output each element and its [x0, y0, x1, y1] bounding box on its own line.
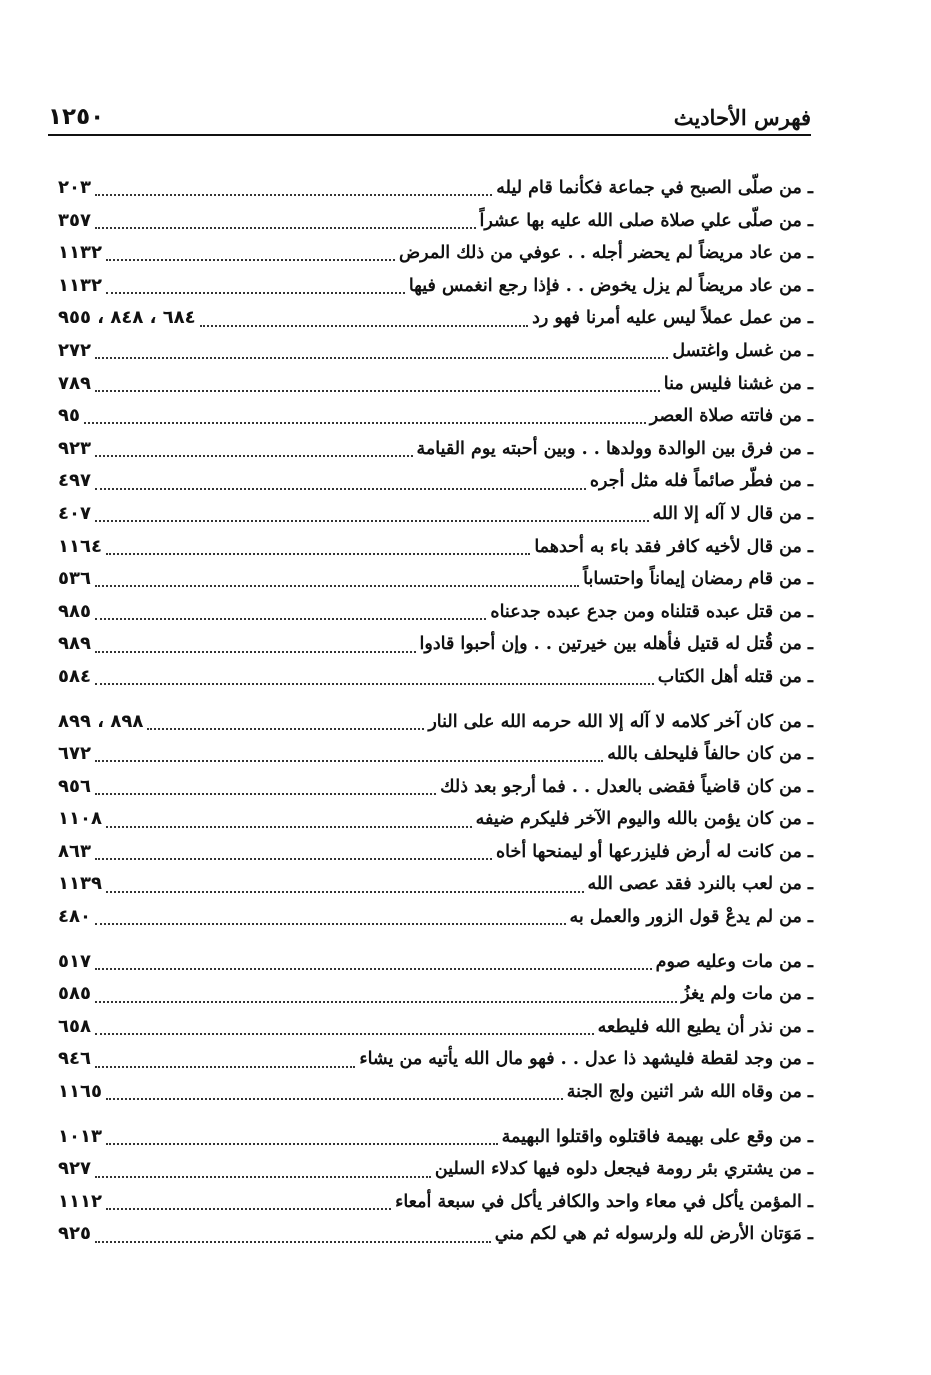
index-entry: [58, 628, 813, 661]
index-entry: [58, 1121, 813, 1154]
hadith-text: من مات ولم يغزُ: [681, 984, 802, 1005]
section-title: فهرس الأحاديث: [673, 105, 811, 130]
hadith-text: من صلّى علي صلاة صلى الله عليه بها عشراً: [479, 210, 802, 231]
hadith-text: من وقع على بهيمة فاقتلوه واقتلوا البهيمة: [501, 1126, 802, 1147]
entry-dash: ـ: [807, 1159, 813, 1180]
entry-dash: ـ: [807, 471, 813, 492]
hadith-text: من قام رمضان إيماناً واحتساباً: [583, 569, 802, 590]
hadith-text: من نذر أن يطيع الله فليطعه: [597, 1016, 802, 1037]
dot-leader: [95, 1176, 431, 1178]
entry-dash: ـ: [807, 308, 813, 329]
hadith-text: من عمل عملاً ليس عليه أمرنا فهو رد: [532, 308, 802, 329]
page-reference: ١١٦٤: [58, 535, 102, 557]
entry-dash: ـ: [807, 406, 813, 427]
entry-dash: ـ: [807, 243, 813, 264]
page-reference: ٥٨٤: [58, 665, 91, 687]
page-reference: ١١٣٢: [58, 274, 102, 296]
hadith-text: المؤمن يأكل في معاء واحد والكافر يأكل في سبعة أمعاء: [395, 1191, 802, 1212]
entry-dash: ـ: [807, 951, 813, 972]
page-reference: ٦٨٤ ، ٨٤٨ ، ٩٥٥: [58, 307, 196, 329]
page-reference: ١٠١٣: [58, 1125, 102, 1147]
entry-dash: ـ: [807, 178, 813, 198]
hadith-text: من قُتل له قتيل فأهله بين خيرتين . . وإن أحبوا قادوا: [419, 634, 802, 655]
page-reference: ٩٢٧: [58, 1158, 91, 1180]
index-entry: [58, 368, 813, 401]
entry-dash: ـ: [807, 907, 813, 928]
hadith-text: من قتل عبده قتلناه ومن جدع عبده جدعناه: [490, 601, 802, 622]
entry-dash: ـ: [807, 1082, 813, 1103]
dot-leader: [95, 455, 413, 457]
dot-leader: [106, 1208, 391, 1210]
hadith-text: من لم يدعْ قول الزور والعمل به: [569, 907, 802, 928]
dot-leader: [95, 923, 566, 925]
hadith-text: من يشتري بئر رومة فيجعل دلوه فيها كدلاء السلين: [434, 1159, 802, 1180]
index-entry: [58, 836, 813, 869]
index-entry: [58, 1076, 813, 1109]
page-reference: ٢٠٣: [58, 177, 91, 198]
index-entry: [58, 596, 813, 629]
page-reference: ٩٥٦: [58, 775, 91, 797]
index-entry: [58, 1186, 813, 1219]
page-reference: ٩٤٦: [58, 1048, 91, 1070]
page-reference: ٦٥٨: [58, 1015, 91, 1037]
index-entry: [58, 335, 813, 368]
entry-dash: ـ: [807, 809, 813, 830]
page-reference: ١١٦٥: [58, 1081, 102, 1103]
hadith-text: من غسل واغتسل: [672, 340, 802, 361]
entry-dash: ـ: [807, 210, 813, 231]
entry-dash: ـ: [807, 601, 813, 622]
entry-dash: ـ: [807, 1191, 813, 1212]
index-entry: [58, 465, 813, 498]
index-entry: [58, 498, 813, 531]
dot-leader: [95, 390, 660, 392]
index-entry: [58, 302, 813, 335]
dot-leader: [106, 553, 530, 555]
entry-dash: ـ: [807, 1016, 813, 1037]
index-entry: [58, 563, 813, 596]
page-reference: ٥١٧: [58, 950, 91, 972]
dot-leader: [95, 1066, 355, 1068]
page-reference: ٤٩٧: [58, 470, 91, 492]
page-reference: ٩٨٩: [58, 633, 91, 655]
entry-dash: ـ: [807, 536, 813, 557]
hadith-text: من لعب بالنرد فقد عصى الله: [587, 874, 802, 895]
page-reference: ٤٨٠: [58, 906, 91, 928]
entry-dash: ـ: [807, 984, 813, 1005]
page-reference: ٧٨٩: [58, 372, 91, 394]
dot-leader: [95, 1033, 594, 1035]
dot-leader: [95, 585, 579, 587]
entry-dash: ـ: [807, 340, 813, 361]
dot-leader: [84, 422, 646, 424]
entry-dash: ـ: [807, 275, 813, 296]
index-entry: [58, 946, 813, 979]
page-reference: ١١٠٨: [58, 808, 102, 830]
index-entry: [58, 771, 813, 804]
entry-dash: ـ: [807, 841, 813, 862]
hadith-text: من صلّى الصبح في جماعة فكأنما قام ليله: [496, 178, 802, 198]
page-reference: ٥٨٥: [58, 983, 91, 1005]
hadith-text: من غشنا فليس منا: [663, 373, 802, 394]
entry-dash: ـ: [807, 874, 813, 895]
entry-dash: ـ: [807, 744, 813, 765]
entry-dash: ـ: [807, 634, 813, 655]
hadith-text: من وجد لقطة فليشهد ذا عدل . . فهو مال الله يأتيه من يشاء: [359, 1049, 802, 1070]
index-entry: [58, 1218, 813, 1251]
dot-leader: [95, 968, 652, 970]
index-entry: [58, 1043, 813, 1076]
hadith-text: من كان آخر كلامه لا آله إلا الله حرمه الله على النار: [428, 711, 802, 732]
dot-leader: [95, 683, 654, 685]
page-reference: ٢٧٢: [58, 339, 91, 361]
entry-dash: ـ: [807, 776, 813, 797]
dot-leader: [95, 1241, 491, 1243]
index-entry: [58, 901, 813, 934]
page-reference: ٥٣٦: [58, 568, 91, 590]
hadith-text: من فرق بين الوالدة وولدها . . وبين أحبته يوم القيامة: [416, 438, 802, 459]
entry-dash: ـ: [807, 373, 813, 394]
index-entry: [58, 1011, 813, 1044]
page-reference: ١١٣٢: [58, 242, 102, 264]
dot-leader: [200, 325, 528, 327]
dot-leader: [95, 194, 492, 196]
hadith-text: من مات وعليه صوم: [655, 951, 802, 972]
hadith-index-list: [58, 172, 813, 1251]
index-entry: [58, 205, 813, 238]
dot-leader: [95, 488, 586, 490]
index-entry: [58, 803, 813, 836]
dot-leader: [106, 1143, 498, 1145]
index-entry: [58, 706, 813, 739]
dot-leader: [95, 858, 492, 860]
dot-leader: [95, 651, 416, 653]
entry-dash: ـ: [807, 666, 813, 687]
page-number: ١٢٥٠: [48, 104, 105, 130]
hadith-text: من كان يؤمن بالله واليوم الآخر فليكرم ضيفه: [475, 809, 802, 830]
entry-dash: ـ: [807, 569, 813, 590]
dot-leader: [95, 760, 603, 762]
dot-leader: [95, 1001, 677, 1003]
hadith-text: من فاتته صلاة العصر: [649, 406, 802, 427]
entry-dash: ـ: [807, 1224, 813, 1245]
hadith-text: من وقاه الله شر اثنين ولج الجنة: [566, 1082, 802, 1103]
hadith-text: مَوَتان الأرض لله ولرسوله ثم هي لكم مني: [494, 1224, 802, 1245]
index-entry: [58, 661, 813, 694]
hadith-text: من قال لا آله إلا الله: [652, 503, 802, 524]
index-entry: [58, 868, 813, 901]
index-entry: [58, 237, 813, 270]
entry-dash: ـ: [807, 1126, 813, 1147]
hadith-text: من عاد مريضاً لم يحضر أجله . . عوفي من ذلك المرض: [399, 243, 802, 264]
dot-leader: [95, 357, 668, 359]
page-reference: ١١١٢: [58, 1190, 102, 1212]
running-head: [48, 96, 811, 136]
page-reference: ٨٩٨ ، ٨٩٩: [58, 710, 144, 732]
index-entry: [58, 978, 813, 1011]
page-reference: ٨٦٣: [58, 840, 91, 862]
entry-dash: ـ: [807, 438, 813, 459]
index-entry: [58, 531, 813, 564]
page-reference: ٩٢٥: [58, 1223, 91, 1245]
dot-leader: [95, 520, 649, 522]
dot-leader: [106, 1098, 563, 1100]
hadith-text: من قتله أهل الكتاب: [657, 666, 802, 687]
dot-leader: [106, 826, 472, 828]
dot-leader: [106, 891, 584, 893]
entry-dash: ـ: [807, 711, 813, 732]
page-reference: ٤٠٧: [58, 502, 91, 524]
entry-dash: ـ: [807, 503, 813, 524]
page-reference: ١١٣٩: [58, 873, 102, 895]
index-entry: [58, 433, 813, 466]
page-reference: ٦٧٢: [58, 743, 91, 765]
dot-leader: [95, 793, 436, 795]
hadith-text: من عاد مريضاً لم يزل يخوض . . فإذا رجع انغمس فيها: [408, 275, 802, 296]
page-reference: ٩٢٣: [58, 437, 91, 459]
dot-leader: [147, 728, 424, 730]
index-entry: [58, 172, 813, 205]
page-reference: ٣٥٧: [58, 209, 91, 231]
index-entry: [58, 400, 813, 433]
page-reference: ٩٨٥: [58, 600, 91, 622]
hadith-text: من كان قاضياً فقضى بالعدل . . فما أرجو بعد ذلك: [440, 776, 802, 797]
index-entry: [58, 738, 813, 771]
page-reference: ٩٥: [58, 405, 80, 427]
hadith-text: من فطّر صائماً فله مثل أجره: [589, 471, 802, 492]
dot-leader: [95, 227, 476, 229]
hadith-text: من كان حالفاً فليحلف بالله: [607, 744, 802, 765]
dot-leader: [95, 618, 486, 620]
dot-leader: [106, 292, 405, 294]
entry-dash: ـ: [807, 1049, 813, 1070]
hadith-text: من قال لأخيه كافر فقد باء به أحدهما: [534, 536, 802, 557]
index-entry: [58, 1153, 813, 1186]
dot-leader: [106, 259, 395, 261]
index-entry: [58, 270, 813, 303]
hadith-text: من كانت له أرض فليزرعها أو ليمنحها أخاه: [496, 841, 802, 862]
